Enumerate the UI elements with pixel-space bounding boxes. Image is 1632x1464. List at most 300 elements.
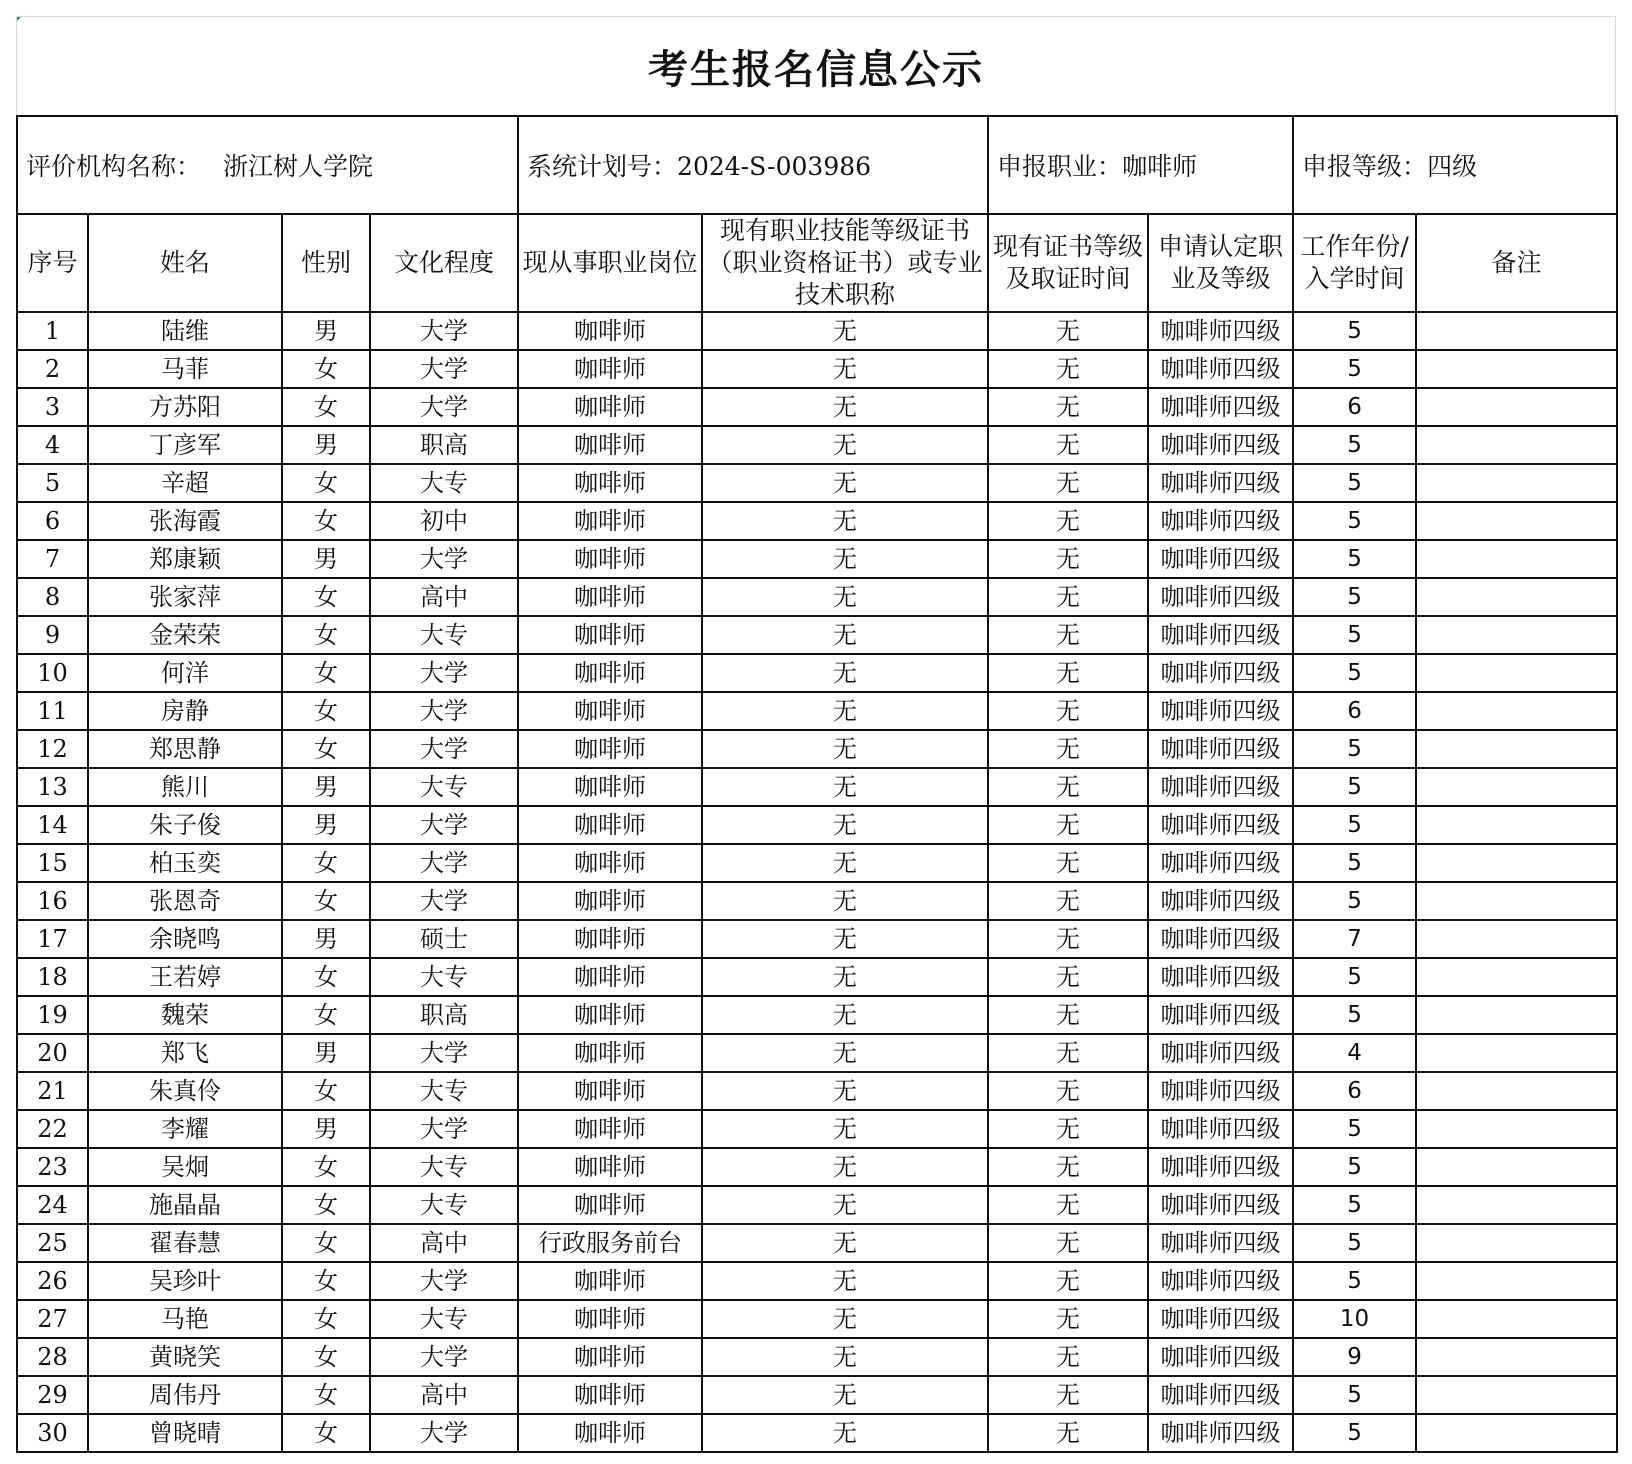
cell-name: 吴珍叶 (88, 1262, 282, 1300)
cell-work-years: 6 (1293, 692, 1416, 730)
cell-current-job: 行政服务前台 (518, 1224, 702, 1262)
cell-applied-level: 咖啡师四级 (1148, 996, 1293, 1034)
table-row (17, 578, 1617, 616)
cell-gender: 女 (282, 350, 370, 388)
cell-name: 何洋 (88, 654, 282, 692)
cell-certificate: 无 (702, 1110, 988, 1148)
cell-applied-level: 咖啡师四级 (1148, 1186, 1293, 1224)
cell-applied-level: 咖啡师四级 (1148, 958, 1293, 996)
cell-education: 大学 (370, 1414, 518, 1452)
cell-education: 高中 (370, 1376, 518, 1414)
cell-education: 大学 (370, 844, 518, 882)
table-row (17, 1338, 1617, 1376)
cell-certificate: 无 (702, 540, 988, 578)
cell-applied-level: 咖啡师四级 (1148, 1262, 1293, 1300)
cell-applied-level: 咖啡师四级 (1148, 540, 1293, 578)
cell-education: 高中 (370, 1224, 518, 1262)
cell-cert-level-date: 无 (988, 730, 1148, 768)
cell-cert-level-date: 无 (988, 1262, 1148, 1300)
cell-applied-level: 咖啡师四级 (1148, 730, 1293, 768)
table-row (17, 464, 1617, 502)
cell-education: 大专 (370, 958, 518, 996)
cell-current-job: 咖啡师 (518, 464, 702, 502)
cell-cert-level-date: 无 (988, 350, 1148, 388)
cell-applied-level: 咖啡师四级 (1148, 312, 1293, 350)
cell-current-job: 咖啡师 (518, 654, 702, 692)
org-label: 评价机构名称： (26, 152, 202, 181)
cell-name: 熊川 (88, 768, 282, 806)
col-header-work-years: 工作年份/入学时间 (1293, 214, 1416, 312)
cell-remarks (1416, 1034, 1617, 1072)
table-row (17, 312, 1617, 350)
cell-certificate: 无 (702, 1034, 988, 1072)
cell-education: 大学 (370, 730, 518, 768)
cell-remarks (1416, 730, 1617, 768)
cell-name: 马艳 (88, 1300, 282, 1338)
cell-work-years: 5 (1293, 1262, 1416, 1300)
cell-cert-level-date: 无 (988, 1072, 1148, 1110)
cell-current-job: 咖啡师 (518, 616, 702, 654)
occupation-value: 咖啡师 (1122, 152, 1198, 181)
cell-work-years: 5 (1293, 426, 1416, 464)
cell-cert-level-date: 无 (988, 388, 1148, 426)
cell-index: 2 (17, 350, 88, 388)
cell-work-years: 5 (1293, 730, 1416, 768)
cell-current-job: 咖啡师 (518, 1262, 702, 1300)
cell-certificate: 无 (702, 388, 988, 426)
cell-name: 余晓鸣 (88, 920, 282, 958)
cell-name: 朱真伶 (88, 1072, 282, 1110)
cell-education: 大专 (370, 464, 518, 502)
table-row (17, 616, 1617, 654)
cell-index: 10 (17, 654, 88, 692)
cell-remarks (1416, 464, 1617, 502)
cell-current-job: 咖啡师 (518, 1300, 702, 1338)
cell-gender: 女 (282, 1376, 370, 1414)
cell-current-job: 咖啡师 (518, 806, 702, 844)
cell-certificate: 无 (702, 730, 988, 768)
cell-education: 大学 (370, 1034, 518, 1072)
cell-applied-level: 咖啡师四级 (1148, 1072, 1293, 1110)
table-body (17, 312, 1617, 1452)
cell-gender: 女 (282, 502, 370, 540)
cell-name: 李耀 (88, 1110, 282, 1148)
cell-work-years: 5 (1293, 996, 1416, 1034)
table-row (17, 654, 1617, 692)
cell-education: 大专 (370, 616, 518, 654)
cell-gender: 女 (282, 1186, 370, 1224)
cell-index: 25 (17, 1224, 88, 1262)
cell-current-job: 咖啡师 (518, 844, 702, 882)
table-row (17, 1148, 1617, 1186)
plan-cell (518, 116, 988, 214)
cell-name: 吴炯 (88, 1148, 282, 1186)
cell-gender: 女 (282, 882, 370, 920)
cell-name: 郑飞 (88, 1034, 282, 1072)
table-row (17, 1072, 1617, 1110)
cell-current-job: 咖啡师 (518, 1338, 702, 1376)
cell-index: 12 (17, 730, 88, 768)
cell-remarks (1416, 1224, 1617, 1262)
table-row (17, 1186, 1617, 1224)
cell-gender: 女 (282, 1224, 370, 1262)
cell-current-job: 咖啡师 (518, 1148, 702, 1186)
cell-name: 方苏阳 (88, 388, 282, 426)
cell-current-job: 咖啡师 (518, 502, 702, 540)
cell-cert-level-date: 无 (988, 312, 1148, 350)
cell-education: 大学 (370, 540, 518, 578)
cell-cert-level-date: 无 (988, 654, 1148, 692)
cell-gender: 男 (282, 426, 370, 464)
table-row (17, 502, 1617, 540)
cell-certificate: 无 (702, 312, 988, 350)
cell-work-years: 7 (1293, 920, 1416, 958)
cell-cert-level-date: 无 (988, 806, 1148, 844)
cell-remarks (1416, 540, 1617, 578)
cell-work-years: 5 (1293, 1110, 1416, 1148)
cell-certificate: 无 (702, 958, 988, 996)
cell-gender: 女 (282, 730, 370, 768)
cell-work-years: 5 (1293, 1186, 1416, 1224)
col-header-index: 序号 (17, 214, 88, 312)
cell-remarks (1416, 958, 1617, 996)
cell-education: 大学 (370, 882, 518, 920)
cell-work-years: 5 (1293, 540, 1416, 578)
col-header-remarks: 备注 (1416, 214, 1617, 312)
cell-current-job: 咖啡师 (518, 1376, 702, 1414)
cell-work-years: 5 (1293, 768, 1416, 806)
cell-remarks (1416, 1414, 1617, 1452)
cell-current-job: 咖啡师 (518, 920, 702, 958)
table-row (17, 1110, 1617, 1148)
cell-cert-level-date: 无 (988, 958, 1148, 996)
cell-certificate: 无 (702, 768, 988, 806)
cell-remarks (1416, 1338, 1617, 1376)
cell-index: 8 (17, 578, 88, 616)
table-row (17, 426, 1617, 464)
table-row (17, 996, 1617, 1034)
cell-index: 20 (17, 1034, 88, 1072)
cell-applied-level: 咖啡师四级 (1148, 920, 1293, 958)
cell-current-job: 咖啡师 (518, 692, 702, 730)
title-row (16, 16, 1616, 115)
cell-education: 大学 (370, 806, 518, 844)
cell-index: 26 (17, 1262, 88, 1300)
cell-remarks (1416, 768, 1617, 806)
cell-work-years: 5 (1293, 958, 1416, 996)
cell-name: 朱子俊 (88, 806, 282, 844)
cell-cert-level-date: 无 (988, 1148, 1148, 1186)
cell-certificate: 无 (702, 692, 988, 730)
cell-cert-level-date: 无 (988, 882, 1148, 920)
cell-gender: 男 (282, 312, 370, 350)
cell-name: 丁彦军 (88, 426, 282, 464)
cell-name: 翟春慧 (88, 1224, 282, 1262)
cell-cert-level-date: 无 (988, 464, 1148, 502)
cell-certificate: 无 (702, 996, 988, 1034)
cell-cert-level-date: 无 (988, 692, 1148, 730)
cell-name: 曾晓晴 (88, 1414, 282, 1452)
cell-current-job: 咖啡师 (518, 768, 702, 806)
cell-certificate: 无 (702, 502, 988, 540)
cell-remarks (1416, 920, 1617, 958)
cell-name: 马菲 (88, 350, 282, 388)
table-row (17, 388, 1617, 426)
cell-certificate: 无 (702, 654, 988, 692)
cell-name: 张恩奇 (88, 882, 282, 920)
col-header-gender: 性别 (282, 214, 370, 312)
cell-gender: 女 (282, 844, 370, 882)
cell-certificate: 无 (702, 616, 988, 654)
occupation-cell (988, 116, 1293, 214)
cell-current-job: 咖啡师 (518, 350, 702, 388)
cell-cert-level-date: 无 (988, 1338, 1148, 1376)
cell-remarks (1416, 578, 1617, 616)
cell-gender: 男 (282, 540, 370, 578)
cell-cert-level-date: 无 (988, 1414, 1148, 1452)
table-row (17, 1376, 1617, 1414)
col-header-applied-level: 申请认定职业及等级 (1148, 214, 1293, 312)
cell-current-job: 咖啡师 (518, 1186, 702, 1224)
cell-name: 金荣荣 (88, 616, 282, 654)
cell-remarks (1416, 692, 1617, 730)
cell-applied-level: 咖啡师四级 (1148, 426, 1293, 464)
cell-applied-level: 咖啡师四级 (1148, 578, 1293, 616)
cell-index: 1 (17, 312, 88, 350)
cell-certificate: 无 (702, 426, 988, 464)
cell-applied-level: 咖啡师四级 (1148, 806, 1293, 844)
cell-gender: 女 (282, 616, 370, 654)
cell-name: 王若婷 (88, 958, 282, 996)
cell-education: 大学 (370, 312, 518, 350)
cell-remarks (1416, 806, 1617, 844)
cell-index: 30 (17, 1414, 88, 1452)
cell-index: 16 (17, 882, 88, 920)
cell-work-years: 6 (1293, 388, 1416, 426)
cell-remarks (1416, 616, 1617, 654)
cell-remarks (1416, 1300, 1617, 1338)
cell-gender: 女 (282, 388, 370, 426)
table-row (17, 768, 1617, 806)
cell-index: 21 (17, 1072, 88, 1110)
cell-education: 大学 (370, 1110, 518, 1148)
cell-current-job: 咖啡师 (518, 426, 702, 464)
cell-name: 张家萍 (88, 578, 282, 616)
cell-remarks (1416, 882, 1617, 920)
cell-work-years: 5 (1293, 844, 1416, 882)
page-title: 考生报名信息公示 (648, 46, 984, 93)
cell-current-job: 咖啡师 (518, 882, 702, 920)
table-row (17, 844, 1617, 882)
cell-certificate: 无 (702, 578, 988, 616)
cell-remarks (1416, 1376, 1617, 1414)
table-row (17, 1034, 1617, 1072)
cell-name: 房静 (88, 692, 282, 730)
cell-applied-level: 咖啡师四级 (1148, 692, 1293, 730)
cell-index: 28 (17, 1338, 88, 1376)
cell-index: 22 (17, 1110, 88, 1148)
cell-gender: 女 (282, 1148, 370, 1186)
cell-certificate: 无 (702, 1376, 988, 1414)
cell-work-years: 5 (1293, 502, 1416, 540)
level-label: 申报等级： (1302, 152, 1428, 181)
cell-applied-level: 咖啡师四级 (1148, 1376, 1293, 1414)
cell-remarks (1416, 1186, 1617, 1224)
table-row (17, 692, 1617, 730)
cell-education: 大学 (370, 1338, 518, 1376)
table-row (17, 730, 1617, 768)
cell-name: 辛超 (88, 464, 282, 502)
cell-index: 3 (17, 388, 88, 426)
cell-work-years: 5 (1293, 882, 1416, 920)
cell-remarks (1416, 844, 1617, 882)
cell-work-years: 5 (1293, 1414, 1416, 1452)
col-header-certificate: 现有职业技能等级证书（职业资格证书）或专业技术职称 (702, 214, 988, 312)
cell-gender: 女 (282, 1300, 370, 1338)
table-row (17, 920, 1617, 958)
cell-cert-level-date: 无 (988, 1224, 1148, 1262)
cell-applied-level: 咖啡师四级 (1148, 1338, 1293, 1376)
plan-value: 2024-S-003986 (677, 152, 872, 181)
cell-index: 5 (17, 464, 88, 502)
cell-remarks (1416, 312, 1617, 350)
cell-current-job: 咖啡师 (518, 958, 702, 996)
cell-cert-level-date: 无 (988, 616, 1148, 654)
cell-current-job: 咖啡师 (518, 312, 702, 350)
cell-gender: 男 (282, 1110, 370, 1148)
cell-education: 职高 (370, 426, 518, 464)
table-row (17, 1300, 1617, 1338)
cell-gender: 男 (282, 1034, 370, 1072)
cell-gender: 女 (282, 1262, 370, 1300)
table-row (17, 350, 1617, 388)
cell-applied-level: 咖啡师四级 (1148, 1034, 1293, 1072)
level-cell (1293, 116, 1617, 214)
cell-certificate: 无 (702, 806, 988, 844)
cell-current-job: 咖啡师 (518, 730, 702, 768)
cell-education: 大学 (370, 654, 518, 692)
cell-applied-level: 咖啡师四级 (1148, 654, 1293, 692)
cell-current-job: 咖啡师 (518, 578, 702, 616)
table-row (17, 806, 1617, 844)
cell-index: 9 (17, 616, 88, 654)
cell-index: 23 (17, 1148, 88, 1186)
cell-gender: 男 (282, 920, 370, 958)
cell-cert-level-date: 无 (988, 996, 1148, 1034)
cell-name: 黄晓笑 (88, 1338, 282, 1376)
cell-remarks (1416, 996, 1617, 1034)
cell-certificate: 无 (702, 882, 988, 920)
cell-cert-level-date: 无 (988, 844, 1148, 882)
cell-cert-level-date: 无 (988, 540, 1148, 578)
cell-index: 19 (17, 996, 88, 1034)
cell-applied-level: 咖啡师四级 (1148, 464, 1293, 502)
cell-applied-level: 咖啡师四级 (1148, 1148, 1293, 1186)
cell-gender: 女 (282, 1338, 370, 1376)
cell-index: 4 (17, 426, 88, 464)
cell-certificate: 无 (702, 1300, 988, 1338)
cell-work-years: 5 (1293, 464, 1416, 502)
cell-applied-level: 咖啡师四级 (1148, 882, 1293, 920)
cell-cert-level-date: 无 (988, 1300, 1148, 1338)
cell-certificate: 无 (702, 920, 988, 958)
col-header-name: 姓名 (88, 214, 282, 312)
cell-work-years: 5 (1293, 578, 1416, 616)
cell-gender: 男 (282, 768, 370, 806)
cell-cert-level-date: 无 (988, 578, 1148, 616)
cell-remarks (1416, 1148, 1617, 1186)
cell-index: 7 (17, 540, 88, 578)
cell-work-years: 9 (1293, 1338, 1416, 1376)
cell-index: 11 (17, 692, 88, 730)
cell-remarks (1416, 388, 1617, 426)
cell-work-years: 5 (1293, 654, 1416, 692)
cell-gender: 女 (282, 1072, 370, 1110)
cell-remarks (1416, 502, 1617, 540)
cell-name: 魏荣 (88, 996, 282, 1034)
org-value: 浙江树人学院 (223, 152, 374, 181)
cell-gender: 女 (282, 958, 370, 996)
cell-applied-level: 咖啡师四级 (1148, 502, 1293, 540)
cell-name: 郑康颖 (88, 540, 282, 578)
cell-gender: 女 (282, 692, 370, 730)
table-row (17, 958, 1617, 996)
cell-education: 大专 (370, 1186, 518, 1224)
cell-name: 柏玉奕 (88, 844, 282, 882)
cell-cert-level-date: 无 (988, 1034, 1148, 1072)
cell-gender: 男 (282, 806, 370, 844)
cell-gender: 女 (282, 654, 370, 692)
cell-remarks (1416, 426, 1617, 464)
cell-index: 14 (17, 806, 88, 844)
cell-work-years: 5 (1293, 1148, 1416, 1186)
cell-index: 24 (17, 1186, 88, 1224)
cell-certificate: 无 (702, 1072, 988, 1110)
cell-cert-level-date: 无 (988, 426, 1148, 464)
cell-name: 张海霞 (88, 502, 282, 540)
cell-gender: 女 (282, 578, 370, 616)
cell-index: 17 (17, 920, 88, 958)
cell-gender: 女 (282, 996, 370, 1034)
cell-index: 29 (17, 1376, 88, 1414)
cell-cert-level-date: 无 (988, 502, 1148, 540)
cell-cert-level-date: 无 (988, 768, 1148, 806)
cell-certificate: 无 (702, 464, 988, 502)
cell-current-job: 咖啡师 (518, 996, 702, 1034)
cell-index: 6 (17, 502, 88, 540)
cell-work-years: 5 (1293, 312, 1416, 350)
cell-applied-level: 咖啡师四级 (1148, 768, 1293, 806)
col-header-education: 文化程度 (370, 214, 518, 312)
table-row (17, 882, 1617, 920)
cell-certificate: 无 (702, 1224, 988, 1262)
cell-current-job: 咖啡师 (518, 1072, 702, 1110)
cell-remarks (1416, 350, 1617, 388)
cell-index: 18 (17, 958, 88, 996)
cell-certificate: 无 (702, 1148, 988, 1186)
cell-applied-level: 咖啡师四级 (1148, 1110, 1293, 1148)
cell-current-job: 咖啡师 (518, 1414, 702, 1452)
cell-education: 职高 (370, 996, 518, 1034)
cell-education: 高中 (370, 578, 518, 616)
cell-current-job: 咖啡师 (518, 388, 702, 426)
cell-work-years: 4 (1293, 1034, 1416, 1072)
org-cell (17, 116, 518, 214)
cell-cert-level-date: 无 (988, 1186, 1148, 1224)
cell-education: 硕士 (370, 920, 518, 958)
cell-index: 27 (17, 1300, 88, 1338)
cell-certificate: 无 (702, 1186, 988, 1224)
